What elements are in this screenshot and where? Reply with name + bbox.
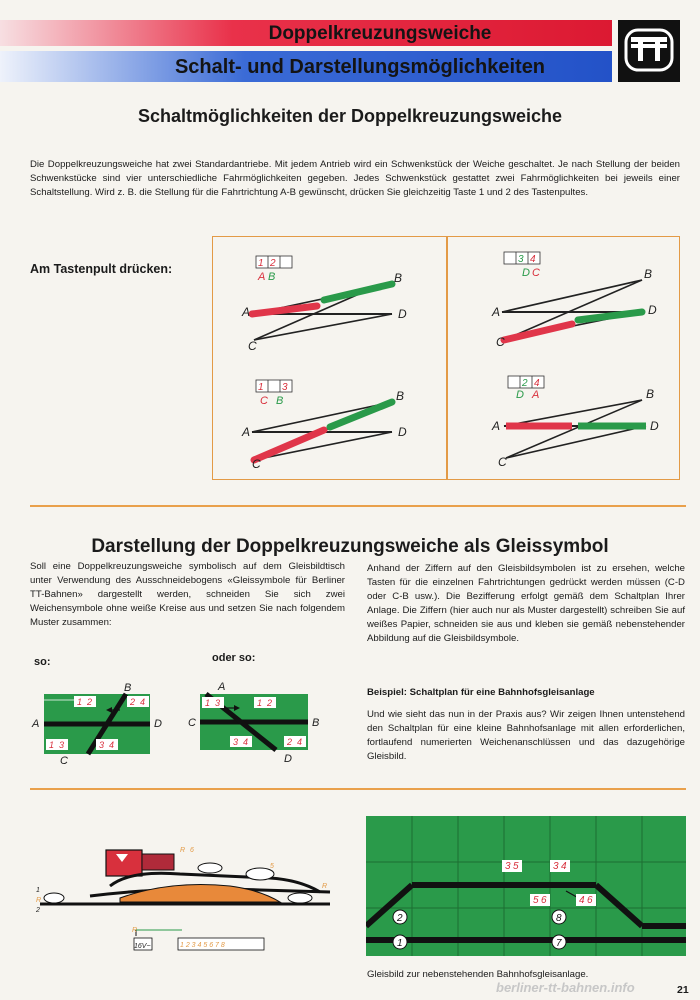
symbol-label-c: C — [60, 755, 68, 766]
symbol-paragraph-left: Soll eine Doppelkreuzungsweiche symbolisch auf dem Gleisbildtisch unter Verwendung des Ausschneidebogens «Gleissymbole für Berliner TT-Bahnen» dargestellt werden, schneiden Sie sich zwei Weichensymbole ohne weiße Kreise aus und setzen Sie nach folgendem Muster zusammen: — [30, 561, 345, 628]
track-label-c: C — [498, 455, 507, 469]
symbol-paragraph-right: Anhand der Ziffern auf den Gleisbildsymbolen ist zu ersehen, welche Tasten für die einzelnen Fahrtrichtungen gedrückt werden müssen (C-D oder C-B usw.). Die Bezifferung erfolgt gemäß dem Schaltplan Ihrer Anlage. Die Ziffern (hier auch nur als Muster dargestellt) schreiben Sie auf weißes Papier, schneiden sie aus und kleben sie gemäß nebenstehender Abbildung auf die Gleisbildsymbole. — [367, 563, 685, 644]
track-board — [366, 816, 686, 956]
board-key: 4 — [561, 861, 567, 872]
symbol-key: 2 — [287, 737, 293, 747]
track-symbol-1 — [30, 680, 170, 766]
layout-supply: 16V~ — [134, 943, 151, 950]
track-label-b: B — [394, 271, 403, 285]
symbol-key: 4 — [243, 737, 249, 747]
track-label-d: D — [650, 419, 659, 433]
so-label: so: — [34, 656, 51, 668]
press-label: Am Tastenpult drücken: — [30, 262, 173, 276]
tt-logo-icon — [618, 20, 680, 82]
track-label-b: B — [646, 387, 655, 401]
diagram-key: 2 — [270, 258, 276, 269]
board-caption: Gleisbild zur nebenstehenden Bahnhofsgleisanlage. — [367, 969, 589, 980]
section-divider — [30, 505, 686, 507]
symbol-key: 1 — [205, 698, 211, 708]
symbol-key: 1 — [257, 698, 263, 708]
diagram-d-a — [491, 376, 659, 469]
switching-diagrams — [212, 236, 680, 480]
track-label-d: D — [648, 303, 657, 317]
page-title: Doppelkreuzungsweiche — [268, 23, 492, 44]
diagram-key: 4 — [530, 254, 536, 265]
diagram-letter: B — [268, 271, 276, 283]
track-label-a: A — [492, 305, 501, 319]
station-layout-drawing — [30, 840, 350, 965]
layout-label: R — [36, 897, 42, 904]
diagram-key: 1 — [258, 382, 264, 393]
track-label-c: C — [248, 339, 257, 353]
track-label-d: D — [398, 307, 407, 321]
track-label-a: A — [242, 305, 251, 319]
diagram-key: 2 — [522, 378, 528, 389]
layout-label: 6 — [190, 847, 194, 854]
layout-label: 2 — [36, 907, 40, 914]
track-label-b: B — [644, 267, 653, 281]
intro-paragraph: Die Doppelkreuzungsweiche hat zwei Standardantriebe. Mit jedem Antrieb wird ein Schwenkstück der Weiche geschaltet. Je nach Stellung der beiden Schwenkstücke sind vier unterschiedliche Fahrmöglichkeiten gegeben. Jedes Schwenkstück gestattet zwei Fahrmöglichkeiten bei jeweils einer Schaltstellung. Wird z. B. die Stellung für die Fahrtrichtung A-B gewünscht, drücken Sie gleichzeitig Taste 1 und 2 des Tastenpultes. — [30, 159, 680, 198]
diagram-letter: D — [522, 267, 530, 279]
symbol-label-b: B — [312, 717, 320, 729]
diagram-letter: D — [516, 389, 524, 401]
watermark: berliner-tt-bahnen.info — [496, 980, 635, 995]
section-heading-switching: Schaltmöglichkeiten der Doppelkreuzungsweiche — [137, 106, 563, 126]
symbol-key: 1 — [77, 697, 83, 707]
track-label-c: C — [496, 335, 505, 349]
symbol-label-c: C — [188, 717, 196, 729]
example-paragraph: Und wie sieht das nun in der Praxis aus? Wir zeigen Ihnen untenstehend den Schaltplan für eine kleine Bahnhofsanlage mit allen erforderlichen, fortlaufend numerierten Weichenanschlüssen und das dazugehörige Gleisbild. — [367, 709, 685, 762]
track-label-d: D — [398, 425, 407, 439]
page-number: 21 — [677, 984, 689, 996]
symbol-key: 1 — [49, 740, 55, 750]
board-circle: 1 — [397, 938, 403, 949]
diagram-key: 1 — [258, 258, 264, 269]
diagram-key: 4 — [534, 378, 540, 389]
symbol-label-a: A — [218, 681, 226, 693]
symbol-label-d: D — [154, 718, 162, 730]
diagram-key: 3 — [282, 382, 288, 393]
example-title: Beispiel: Schaltplan für eine Bahnhofsgleisanlage — [367, 687, 595, 698]
section-divider-2 — [30, 788, 686, 790]
symbol-label-d: D — [284, 753, 292, 765]
layout-label: 1 — [36, 887, 40, 894]
symbol-key: 3 — [99, 740, 105, 750]
symbol-key: 2 — [267, 698, 273, 708]
symbol-key: 3 — [233, 737, 239, 747]
board-key: 5 — [533, 895, 539, 906]
symbol-key: 2 — [130, 697, 136, 707]
symbol-key: 4 — [109, 740, 115, 750]
layout-keys: 1 2 3 4 5 6 7 8 — [180, 942, 225, 949]
board-key: 4 — [579, 895, 585, 906]
board-key: 6 — [541, 895, 547, 906]
section-heading-symbol: Darstellung der Doppelkreuzungsweiche als Gleissymbol — [91, 536, 609, 557]
board-key: 3 — [553, 861, 559, 872]
board-circle: 2 — [397, 913, 403, 924]
board-circle: 7 — [556, 938, 562, 949]
diagram-a-b — [241, 256, 407, 353]
oder-so-label: oder so: — [212, 652, 256, 664]
diagram-letter: C — [532, 267, 540, 279]
symbol-key: 4 — [297, 737, 303, 747]
symbol-key: 3 — [215, 698, 221, 708]
track-label-b: B — [396, 389, 405, 403]
page-subtitle: Schalt- und Darstellungsmöglichkeiten — [174, 56, 546, 78]
diagram-letter: B — [276, 395, 284, 407]
symbol-key: 3 — [59, 740, 65, 750]
layout-label: 5 — [270, 863, 274, 870]
board-key: 6 — [587, 895, 593, 906]
diagram-d-c — [491, 252, 657, 349]
diagram-key: 3 — [518, 254, 524, 265]
track-label-a: A — [242, 425, 251, 439]
track-symbol-2 — [186, 678, 336, 768]
track-label-c: C — [252, 457, 261, 471]
layout-label: R — [132, 927, 138, 934]
symbol-label-b: B — [124, 682, 132, 694]
board-key: 5 — [513, 861, 519, 872]
layout-label: R — [322, 883, 328, 890]
diagram-c-b — [241, 380, 407, 471]
diagram-letter: A — [258, 271, 266, 283]
board-key: 3 — [505, 861, 511, 872]
track-label-a: A — [492, 419, 501, 433]
layout-label: R — [180, 847, 186, 854]
symbol-label-a: A — [32, 718, 40, 730]
board-circle: 8 — [556, 913, 562, 924]
diagram-letter: A — [532, 389, 540, 401]
symbol-key: 4 — [140, 697, 146, 707]
diagram-letter: C — [260, 395, 268, 407]
symbol-key: 2 — [87, 697, 93, 707]
